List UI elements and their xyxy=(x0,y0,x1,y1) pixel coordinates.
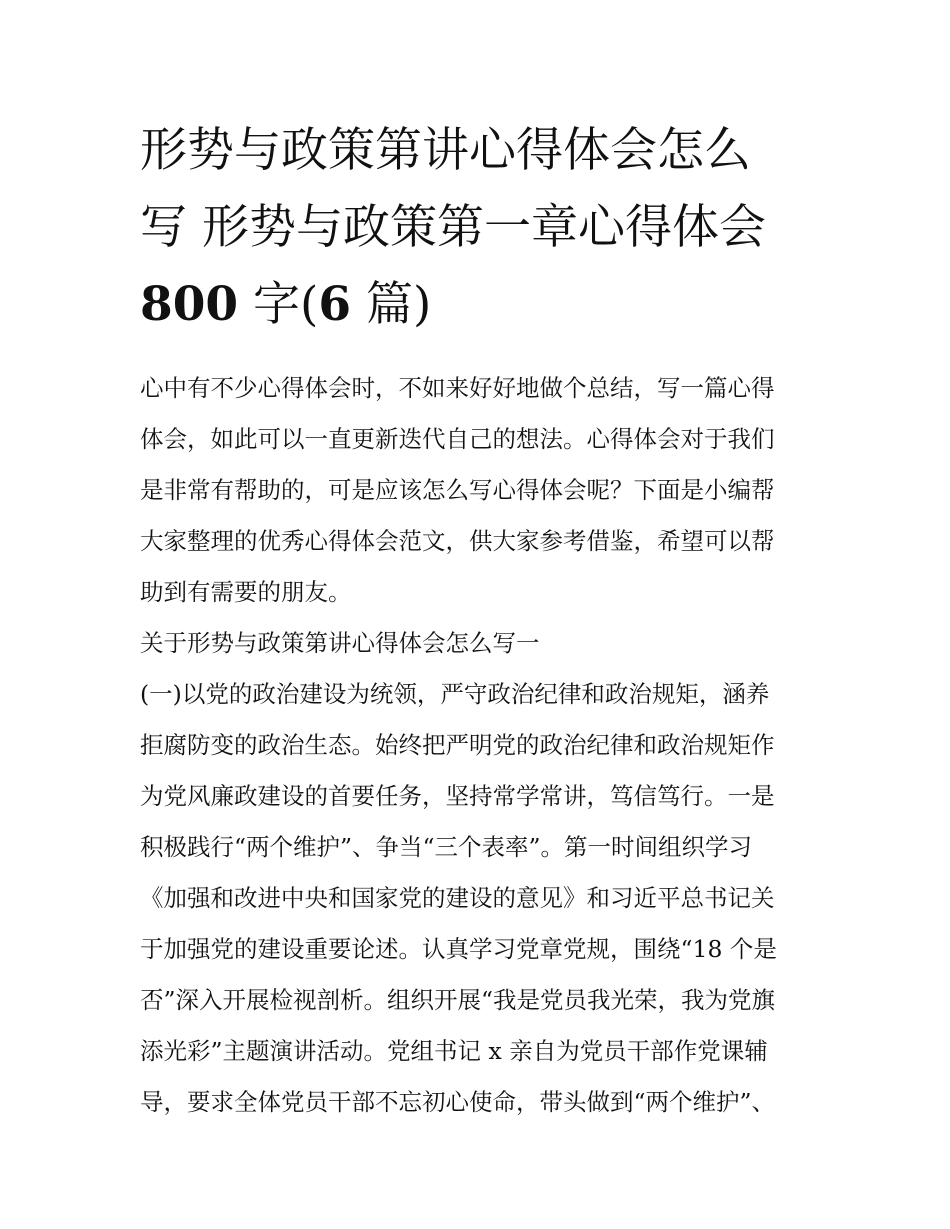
text-line: 于加强党的建设重要论述。认真学习党章党规，围绕“18 个是 xyxy=(140,935,777,963)
section-paragraph xyxy=(140,669,812,1128)
text-line: 《加强和改进中央和国家党的建设的意见》和习近平总书记关 xyxy=(140,884,775,912)
section-heading xyxy=(140,618,812,669)
text-line: 积极践行“两个维护”、争当“三个表率”。第一时间组织学习 xyxy=(140,833,753,861)
text-line: 心中有不少心得体会时，不如来好好地做个总结，写一篇心得 xyxy=(140,374,775,402)
text-line: 是非常有帮助的，可是应该怎么写心得体会呢？下面是小编帮 xyxy=(140,476,775,504)
text-line: 拒腐防变的政治生态。始终把严明党的政治纪律和政治规矩作 xyxy=(140,731,775,759)
intro-paragraph xyxy=(140,363,812,618)
text-line: 否”深入开展检视剖析。组织开展“我是党员我光荣，我为党旗 xyxy=(140,986,776,1014)
text-line: 为党风廉政建设的首要任务，坚持常学常讲，笃信笃行。一是 xyxy=(140,782,775,810)
document-title xyxy=(140,112,812,343)
title-line-1: 形势与政策第讲心得体会怎么 xyxy=(140,123,751,178)
text-line: 大家整理的优秀心得体会范文，供大家参考借鉴，希望可以帮 xyxy=(140,527,775,555)
title-line-2: 写 形势与政策第一章心得体会 xyxy=(140,200,766,255)
title-word-count-unit: 字( xyxy=(238,277,319,332)
title-word-count: 800 xyxy=(140,277,239,332)
text-line: 导，要求全体党员干部不忘初心使命，带头做到“两个维护”、 xyxy=(140,1088,776,1116)
section-heading-text: 关于形势与政策第讲心得体会怎么写一 xyxy=(140,629,540,657)
text-line: 添光彩”主题演讲活动。党组书记 x 亲自为党员干部作党课辅 xyxy=(140,1037,768,1065)
document-body xyxy=(140,363,812,1128)
document-content xyxy=(140,112,812,1128)
title-article-count-unit: 篇) xyxy=(351,277,432,332)
text-line: 体会，如此可以一直更新迭代自己的想法。心得体会对于我们 xyxy=(140,425,775,453)
title-article-count: 6 xyxy=(318,277,352,332)
text-line: 助到有需要的朋友。 xyxy=(140,578,352,606)
text-line: (一)以党的政治建设为统领，严守政治纪律和政治规矩，涵养 xyxy=(140,680,770,708)
title-line-3 xyxy=(140,266,812,343)
